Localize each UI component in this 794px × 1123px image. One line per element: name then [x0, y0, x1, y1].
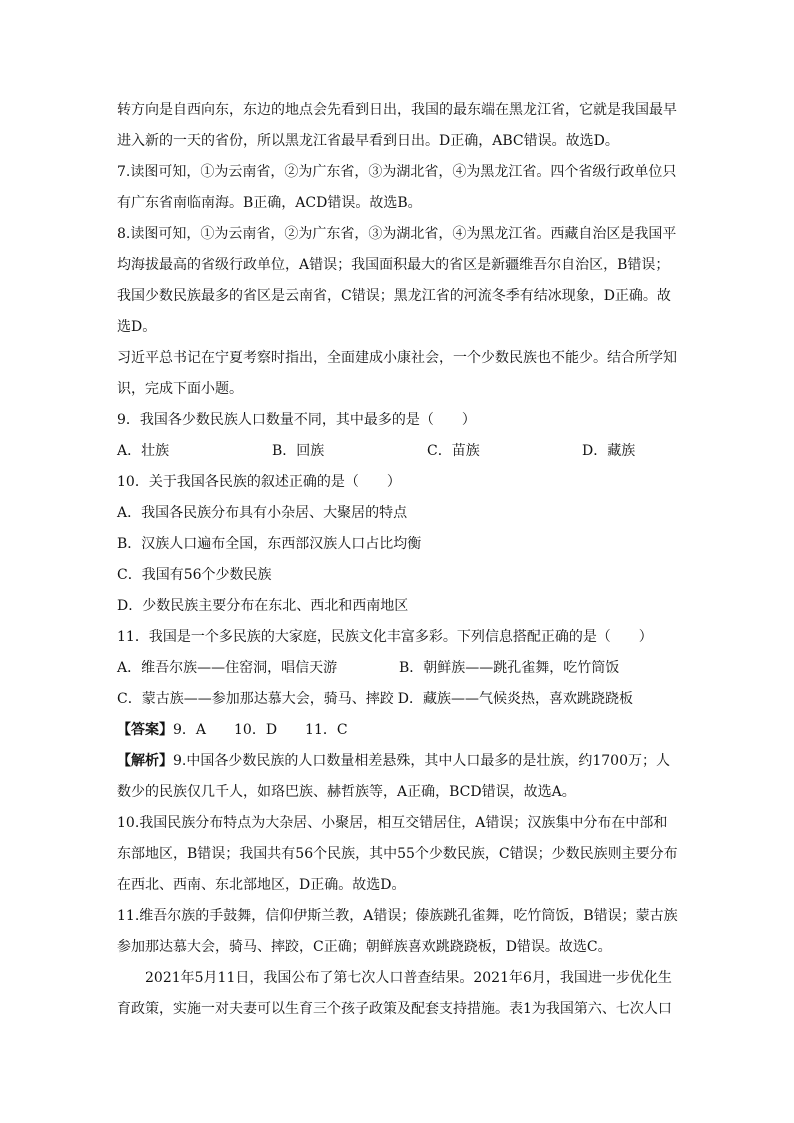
- analysis-label: 【解析】: [117, 753, 173, 769]
- analysis-9-text: 9.中国各少数民族的人口数量相差悬殊，其中人口最多的是壮族，约1700万；人数少的民族仅几千人，如珞巴族、赫哲族等，A正确，BCD错误，故选A。: [117, 753, 670, 800]
- question-11-option-c: C．蒙古族——参加那达慕大会，骑马、摔跤: [117, 691, 394, 707]
- paragraph-q6-analysis-end: 转方向是自西向东，东边的地点会先看到日出，我国的最东端在黑龙江省，它就是我国最早进入新的一天的省份，所以黑龙江省最早看到日出。D正确，ABC错误。故选D。: [117, 102, 677, 149]
- closing-paragraph: 2021年5月11日，我国公布了第七次人口普查结果。2021年6月，我国进一步优化生育政策，实施一对夫妻可以生育三个孩子政策及配套支持措施。表1为我国第六、七次人口: [117, 970, 672, 1017]
- question-11-option-b: B．朝鲜族——跳孔雀舞，吃竹筒饭: [399, 660, 620, 676]
- question-9-stem: 9．我国各少数民族人口数量不同，其中最多的是（ ）: [117, 412, 476, 428]
- question-9-option-b: B．回族: [272, 443, 325, 459]
- question-10-option-d: D．少数民族主要分布在东北、西北和西南地区: [117, 598, 409, 614]
- question-9-option-c: C．苗族: [427, 443, 480, 459]
- question-10-stem: 10．关于我国各民族的叙述正确的是（ ）: [117, 474, 401, 490]
- analysis-10: 10.我国民族分布特点为大杂居、小聚居，相互交错居住，A错误；汉族集中分布在中部和东部地区，B错误；我国共有56个民族，其中55个少数民族，C错误；少数民族则主要分布在西北、西南、东北部地区，D正确。故选D。: [117, 815, 678, 893]
- paragraph-q8-analysis: 8.读图可知，①为云南省，②为广东省，③为湖北省，④为黑龙江省。西藏自治区是我国平均海拔最高的省级行政单位，A错误；我国面积最大的省区是新疆维吾尔自治区，B错误；我国少数民族最多的省区是云南省，C错误；黑龙江省的河流冬季有结冰现象，D正确。故选D。: [117, 226, 677, 335]
- question-9-option-d: D．藏族: [582, 443, 636, 459]
- question-11-stem: 11．我国是一个多民族的大家庭，民族文化丰富多彩。下列信息搭配正确的是（ ）: [117, 629, 653, 645]
- question-10-option-c: C．我国有56个少数民族: [117, 567, 272, 583]
- question-11-options-row1: [117, 653, 679, 684]
- question-11-option-a: A．维吾尔族——住窑洞，唱信天游: [117, 660, 338, 676]
- answer-text: 9．A 10．D 11．C: [173, 722, 348, 738]
- question-11-option-d: D．藏族——气候炎热，喜欢跳跷跷板: [397, 691, 633, 707]
- question-9-option-a: A．壮族: [117, 443, 170, 459]
- answer-label: 【答案】: [117, 722, 173, 738]
- question-10-option-b: B．汉族人口遍布全国，东西部汉族人口占比均衡: [117, 536, 422, 552]
- paragraph-q7-analysis: 7.读图可知，①为云南省，②为广东省，③为湖北省，④为黑龙江省。四个省级行政单位只有广东省南临南海。B正确，ACD错误。故选B。: [117, 164, 677, 211]
- analysis-11: 11.维吾尔族的手鼓舞，信仰伊斯兰教，A错误；傣族跳孔雀舞，吃竹筒饭，B错误；蒙古族参加那达慕大会，骑马、摔跤，C正确；朝鲜族喜欢跳跷跷板，D错误。故选C。: [117, 908, 678, 955]
- answer-line: [117, 715, 679, 746]
- analysis-9: [117, 746, 679, 808]
- question-11-options-row2: [117, 684, 679, 715]
- question-group-intro: 习近平总书记在宁夏考察时指出，全面建成小康社会，一个少数民族也不能少。结合所学知识，完成下面小题。: [117, 350, 677, 397]
- document-body: [117, 95, 679, 1025]
- question-9-options: [117, 436, 679, 467]
- question-10-option-a: A．我国各民族分布具有小杂居、大聚居的特点: [117, 505, 408, 521]
